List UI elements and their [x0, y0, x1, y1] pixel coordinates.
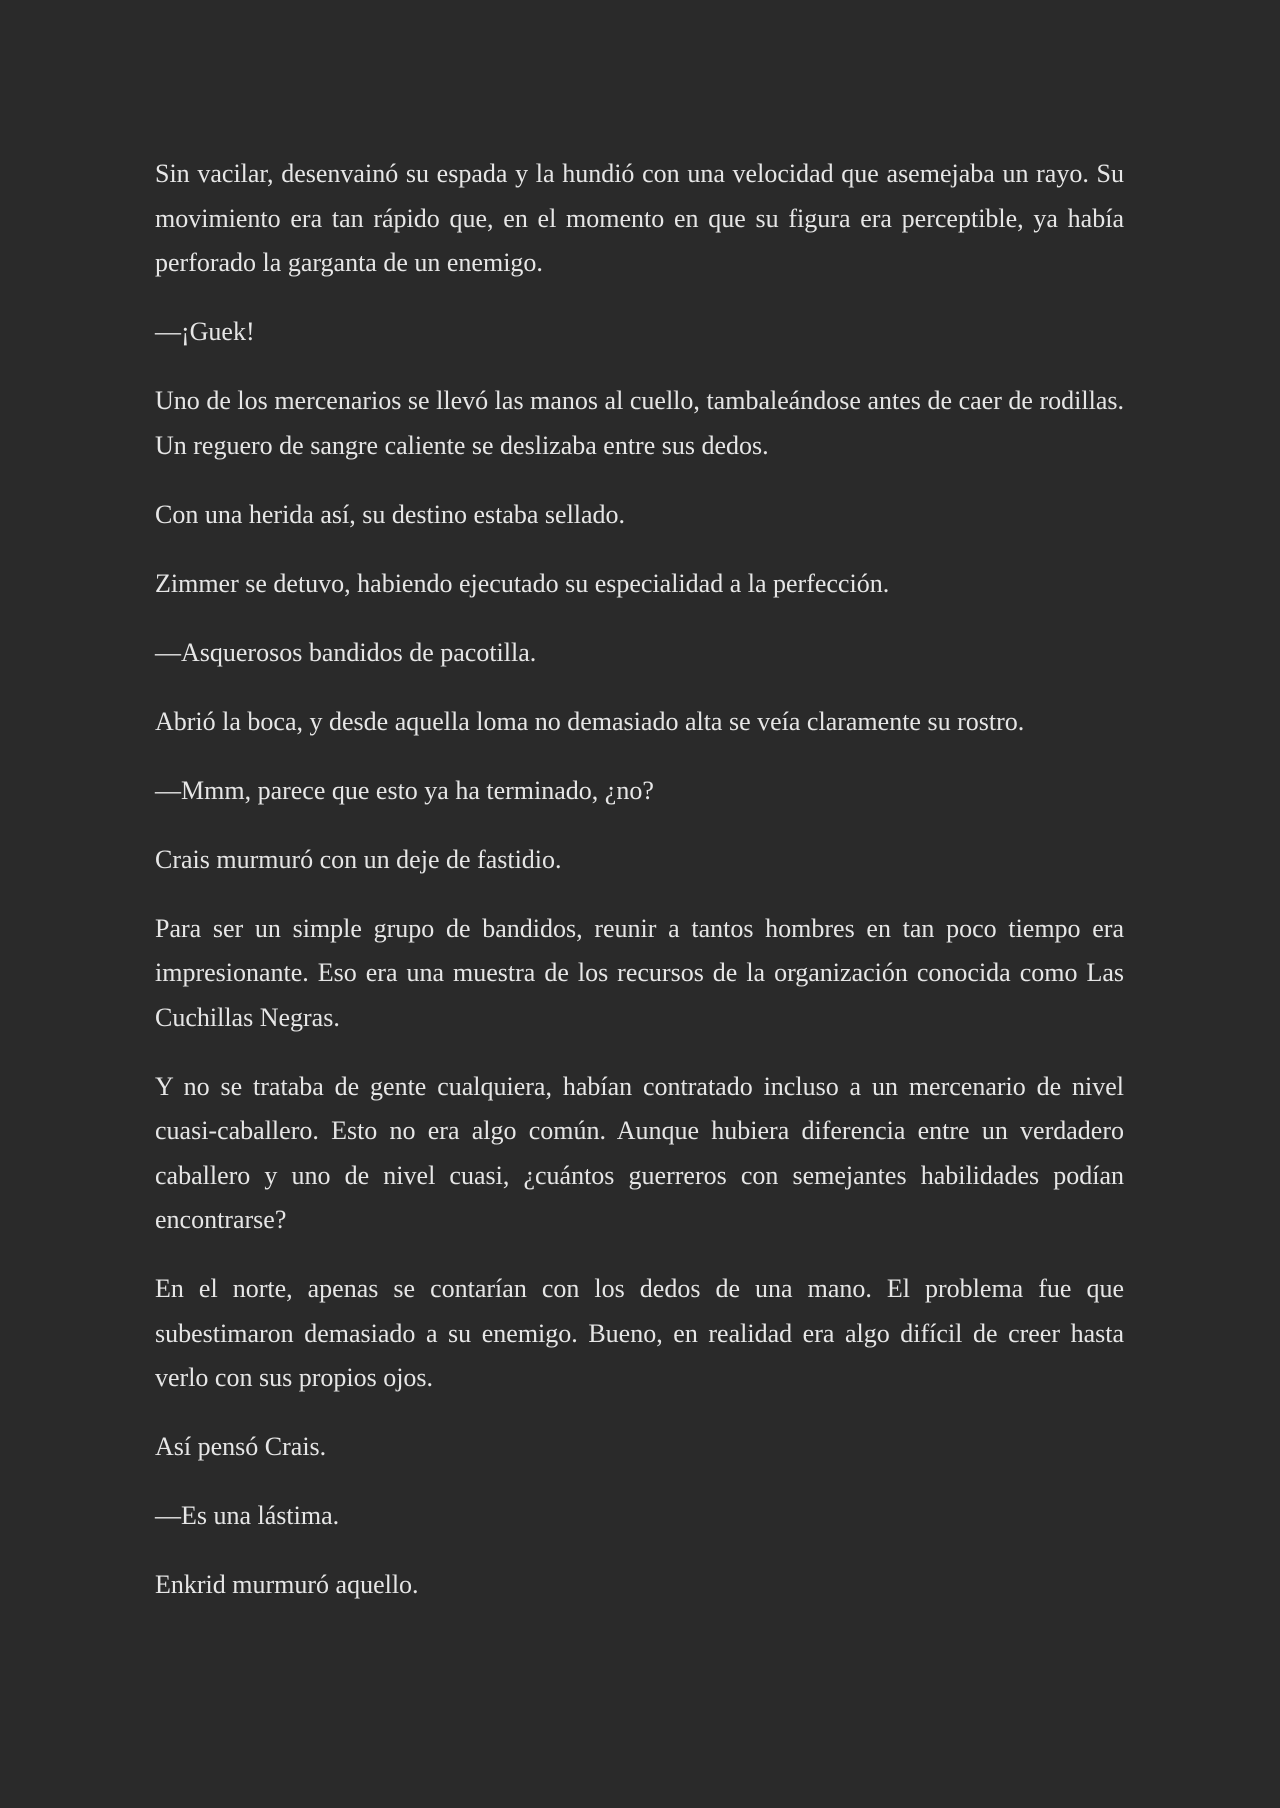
paragraph: Para ser un simple grupo de bandidos, reunir a tantos hombres en tan poco tiempo era impresionante. Eso era una muestra de los recursos de la organización conocida como Las Cuchillas Negras.	[155, 913, 1124, 1032]
dialogue-line: —¡Guek!	[155, 317, 255, 346]
dialogue-line: —Es una lástima.	[155, 1501, 340, 1530]
dialogue-line: —Asquerosos bandidos de pacotilla.	[155, 637, 537, 667]
paragraph: Abrió la boca, y desde aquella loma no demasiado alta se veía claramente su rostro.	[155, 706, 1025, 736]
dialogue-line: —Mmm, parece que esto ya ha terminado, ¿no?	[155, 775, 654, 805]
paragraph: Con una herida así, su destino estaba sellado.	[155, 499, 626, 529]
paragraph: Crais murmuró con un deje de fastidio.	[155, 844, 562, 874]
paragraph: Y no se trataba de gente cualquiera, habían contratado incluso a un mercenario de nivel cuasi-caballero. Esto no era algo común. Aunque hubiera diferencia entre un verdadero caballero y uno de nivel cuasi, ¿cuántos guerreros con semejantes habilidades podían encontrarse?	[155, 1071, 1124, 1234]
chapter-text	[155, 152, 1124, 1608]
paragraph: Zimmer se detuvo, habiendo ejecutado su especialidad a la perfección.	[155, 568, 890, 598]
paragraph: Sin vacilar, desenvainó su espada y la hundió con una velocidad que asemejaba un rayo. Su movimiento era tan rápido que, en el momento en que su figura era perceptible, ya había perforado la garganta de un enemigo.	[155, 159, 1124, 277]
paragraph: Así pensó Crais.	[155, 1432, 327, 1461]
paragraph: En el norte, apenas se contarían con los dedos de una mano. El problema fue que subestimaron demasiado a su enemigo. Bueno, en realidad era algo difícil de creer hasta verlo con sus propios ojos.	[155, 1274, 1124, 1392]
paragraph: Enkrid murmuró aquello.	[155, 1570, 419, 1599]
paragraph: Uno de los mercenarios se llevó las manos al cuello, tambaleándose antes de caer de rodillas. Un reguero de sangre caliente se deslizaba entre sus dedos.	[155, 386, 1124, 460]
